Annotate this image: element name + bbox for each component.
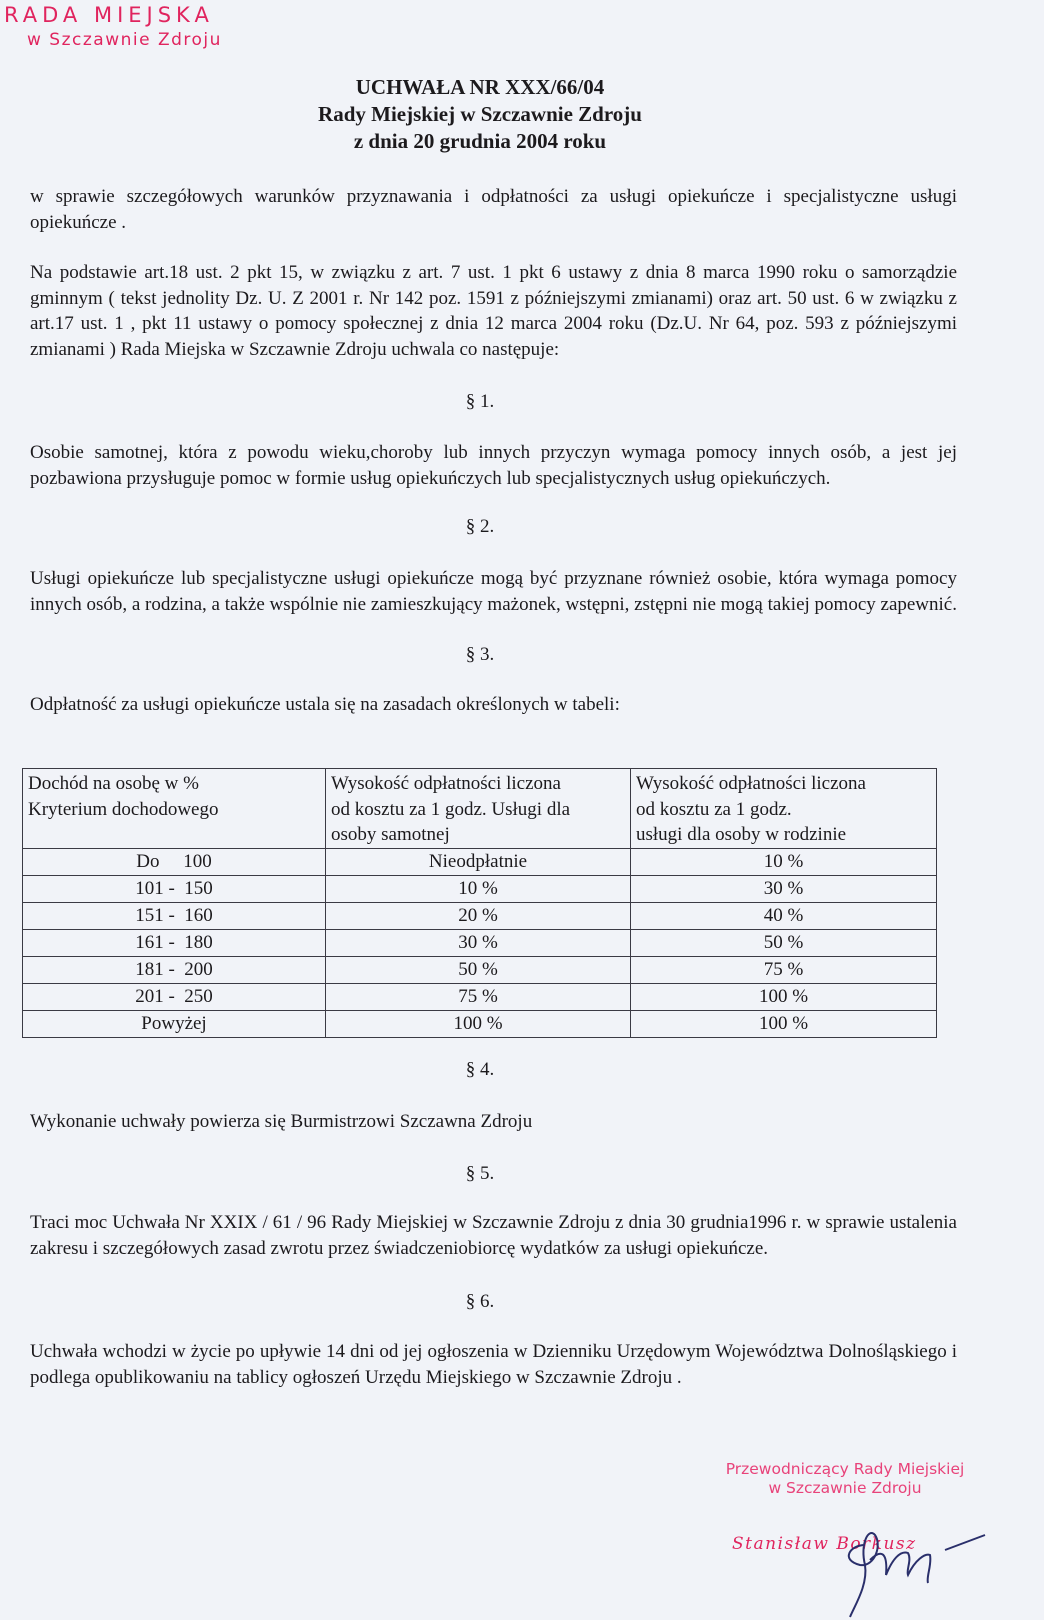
income-range: 101 - 150 [23, 875, 326, 902]
income-range: 161 - 180 [23, 929, 326, 956]
family-fee: 10 % [631, 848, 937, 875]
section-3-text: Odpłatność za usługi opiekuńcze ustala się na zasadach określonych w tabeli: [30, 694, 620, 715]
section-1-text: Osobie samotnej, która z powodu wieku,choroby lub innych przyczyn wymaga pomocy innych osób, a jest jej pozbawiona przysługuje pomoc w formie usług opiekuńczych lub specjalistycznych usług opiekuńczych. [30, 442, 957, 489]
table-row [23, 848, 937, 875]
single-fee: 75 % [326, 983, 631, 1010]
header-single-person-fee: Wysokość odpłatności liczona od kosztu za 1 godz. Usługi dla osoby samotnej [326, 769, 631, 849]
single-fee: Nieodpłatnie [326, 848, 631, 875]
single-fee: 30 % [326, 929, 631, 956]
header-income: Dochód na osobę w % Kryterium dochodowego [23, 769, 326, 849]
table-row [23, 956, 937, 983]
section-4-mark: § 4. [465, 1059, 495, 1080]
stamp-line-1: RADA MIEJSKA [4, 3, 214, 27]
income-range: Do 100 [23, 848, 326, 875]
section-2-text: Usługi opiekuńcze lub specjalistyczne usługi opiekuńcze mogą być przyznane również osobie, która wymaga pomocy innych osób, a rodzina, a także wspólnie nie zamieszkujący mażonek, wstępni, zstępni nie mogą takiej pomocy zapewnić. [30, 568, 957, 615]
section-3-mark: § 3. [465, 644, 495, 665]
table-row [23, 929, 937, 956]
title-number: UCHWAŁA NR XXX/66/04 [355, 75, 605, 99]
income-range: 201 - 250 [23, 983, 326, 1010]
handwritten-signature-icon [820, 1505, 1020, 1620]
family-fee: 30 % [631, 875, 937, 902]
fee-table [22, 768, 937, 1038]
chairman-stamp-line-1: Przewodniczący Rady Miejskiej [725, 1460, 965, 1478]
section-6-text: Uchwała wchodzi w życie po upływie 14 dni od jej ogłoszenia w Dzienniku Urzędowym Województwa Dolnośląskiego i podlega opublikowaniu na tablicy ogłoszeń Urzędu Miejskiego w Szczawnie Zdroju . [30, 1341, 957, 1388]
header-family-fee: Wysokość odpłatności liczona od kosztu za 1 godz. usługi dla osoby w rodzinie [631, 769, 937, 849]
fee-table-header [23, 769, 937, 849]
income-range: 151 - 160 [23, 902, 326, 929]
single-fee: 10 % [326, 875, 631, 902]
section-5-text: Traci moc Uchwała Nr XXIX / 61 / 96 Rady Miejskiej w Szczawnie Zdroju z dnia 30 grudnia1996 r. w sprawie ustalenia zakresu i szczegółowych zasad zwrotu przez świadczeniobiorcę wydatków za usługi opiekuńcze. [30, 1212, 957, 1259]
resolution-title [0, 74, 960, 155]
single-fee: 50 % [326, 956, 631, 983]
table-row [23, 1010, 937, 1037]
table-row [23, 875, 937, 902]
family-fee: 100 % [631, 983, 937, 1010]
chairman-stamp-line-2: w Szczawnie Zdroju [768, 1479, 922, 1497]
legal-basis: Na podstawie art.18 ust. 2 pkt 15, w związku z art. 7 ust. 1 pkt 6 ustawy z dnia 8 marca 1990 roku o samorządzie gminnym ( tekst jednolity Dz. U. Z 2001 r. Nr 142 poz. 1591 z późniejszymi zmianami) oraz art. 50 ust. 6 w związku z art.17 ust. 1 , pkt 11 ustawy o pomocy społecznej z dnia 12 marca 2004 roku (Dz.U. Nr 64, poz. 593 z późniejszymi zmianami ) Rada Miejska w Szczawnie Zdroju uchwala co następuje: [30, 262, 957, 360]
single-fee: 100 % [326, 1010, 631, 1037]
title-date: z dnia 20 grudnia 2004 roku [353, 129, 607, 153]
section-4-text: Wykonanie uchwały powierza się Burmistrzowi Szczawna Zdroju [30, 1111, 533, 1132]
family-fee: 40 % [631, 902, 937, 929]
single-fee: 20 % [326, 902, 631, 929]
income-range: Powyżej [23, 1010, 326, 1037]
family-fee: 100 % [631, 1010, 937, 1037]
stamp-line-2: w Szczawnie Zdroju [27, 30, 222, 50]
family-fee: 50 % [631, 929, 937, 956]
chairman-name: Stanisław Borkusz [732, 1534, 917, 1554]
section-2-mark: § 2. [465, 516, 495, 537]
table-row [23, 902, 937, 929]
table-row [23, 983, 937, 1010]
family-fee: 75 % [631, 956, 937, 983]
chairman-stamp [700, 1460, 990, 1498]
section-5-mark: § 5. [465, 1163, 495, 1184]
section-6-mark: § 6. [465, 1291, 495, 1312]
section-1-mark: § 1. [465, 391, 495, 412]
title-council: Rady Miejskiej w Szczawnie Zdroju [318, 102, 642, 126]
income-range: 181 - 200 [23, 956, 326, 983]
council-stamp [4, 2, 222, 52]
resolution-subject: w sprawie szczegółowych warunków przyznawania i odpłatności za usługi opiekuńcze i specjalistyczne usługi opiekuńcze . [30, 186, 957, 233]
